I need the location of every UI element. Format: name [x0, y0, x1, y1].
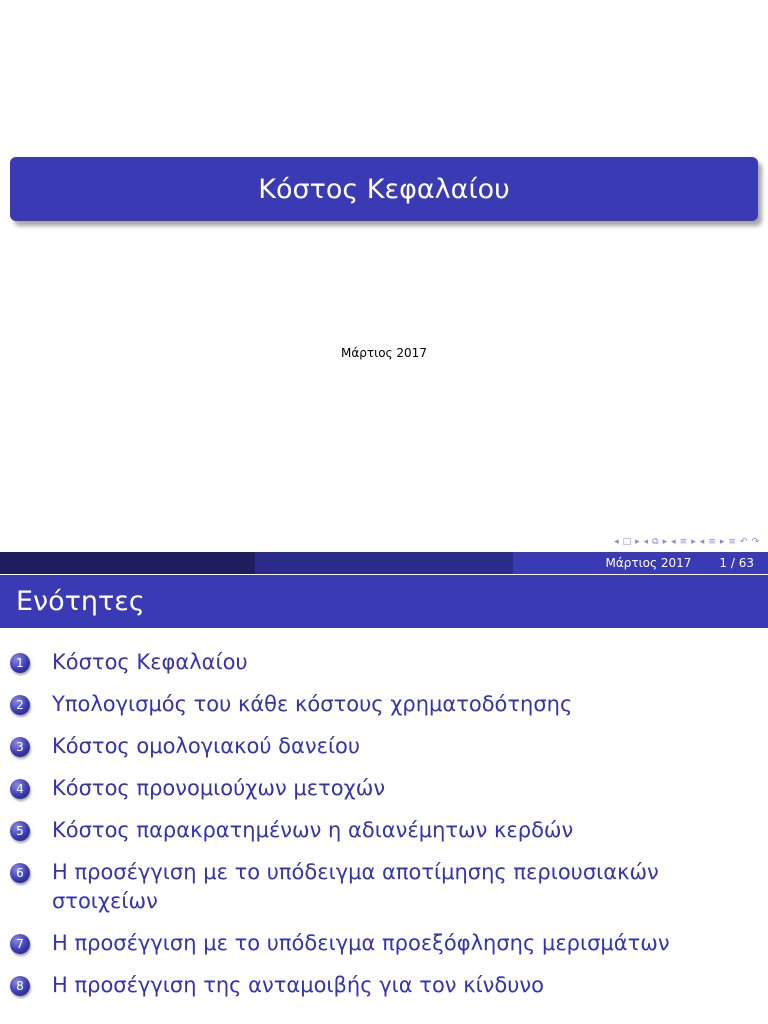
beamer-navigation [613, 535, 760, 549]
footer-title-segment [255, 552, 513, 574]
footer-page-number: 1 / 63 [719, 556, 754, 570]
toc-number-ball-icon: 7 [10, 934, 30, 954]
nav-slide-icon[interactable]: □ [622, 537, 632, 547]
nav-subsection-icon[interactable]: ≡ [679, 537, 688, 547]
nav-next-frame-icon[interactable]: ▸ [662, 537, 668, 547]
toc-item-label: Η προσέγγιση με το υπόδειγμα προεξόφλησης μερισμάτων [52, 931, 670, 955]
nav-next-slide-icon[interactable]: ▸ [635, 537, 640, 547]
presentation-date: Μάρτιος 2017 [341, 346, 427, 360]
nav-prev-frame-icon[interactable]: ◂ [643, 537, 649, 547]
footer-bar [0, 552, 768, 574]
table-of-contents [0, 648, 768, 1013]
frame-title-bar [0, 575, 768, 628]
toc-item[interactable] [0, 690, 768, 719]
footer-date-segment [513, 552, 768, 574]
toc-item-label: Υπολογισμός του κάθε κόστους χρηματοδότησης [52, 692, 573, 716]
toc-number-ball-icon: 2 [10, 695, 30, 715]
nav-next-section-icon[interactable]: ▸ [719, 537, 725, 547]
toc-item-label: Κόστος προνομιούχων μετοχών [52, 776, 386, 800]
toc-number-ball-icon: 4 [10, 779, 30, 799]
nav-section-icon[interactable]: ≡ [708, 537, 716, 547]
nav-appendix-icon[interactable]: ≡ [728, 537, 736, 547]
nav-prev-slide-icon[interactable]: ◂ [614, 537, 619, 547]
toc-item[interactable] [0, 732, 768, 761]
nav-frame-icon[interactable]: ⧉ [652, 537, 659, 547]
footer-date: Μάρτιος 2017 [605, 556, 692, 570]
toc-item[interactable] [0, 648, 768, 677]
toc-number-ball-icon: 5 [10, 821, 30, 841]
presentation-title: Κόστος Κεφαλαίου [258, 173, 510, 205]
toc-item-label: Κόστος Κεφαλαίου [52, 650, 248, 674]
footer-author-segment [0, 552, 255, 574]
nav-back-icon[interactable]: ↶ [739, 537, 748, 547]
nav-forward-icon[interactable]: ↷ [751, 537, 759, 547]
nav-prev-section-icon[interactable]: ◂ [699, 537, 705, 547]
toc-item-label: Κόστος ομολογιακού δανείου [52, 734, 361, 758]
toc-item[interactable] [0, 858, 768, 916]
toc-number-ball-icon: 6 [10, 863, 30, 883]
toc-item-label: Η προσέγγιση με το υπόδειγμα αποτίμησης περιουσιακών στοιχείων [52, 860, 659, 913]
toc-number-ball-icon: 1 [10, 653, 30, 673]
toc-item[interactable] [0, 929, 768, 958]
frame-title: Ενότητες [16, 586, 145, 617]
toc-item-label: Η προσέγγιση της ανταμοιβής για τον κίνδυνο [52, 973, 544, 997]
toc-item[interactable] [0, 971, 768, 1000]
nav-prev-subsection-icon[interactable]: ◂ [671, 537, 676, 547]
toc-number-ball-icon: 8 [10, 976, 30, 996]
nav-next-subsection-icon[interactable]: ▸ [691, 537, 696, 547]
toc-item[interactable] [0, 774, 768, 803]
toc-item[interactable] [0, 816, 768, 845]
toc-number-ball-icon: 3 [10, 737, 30, 757]
toc-item-label: Κόστος παρακρατημένων η αδιανέμητων κερδών [52, 818, 574, 842]
title-box [10, 157, 758, 221]
